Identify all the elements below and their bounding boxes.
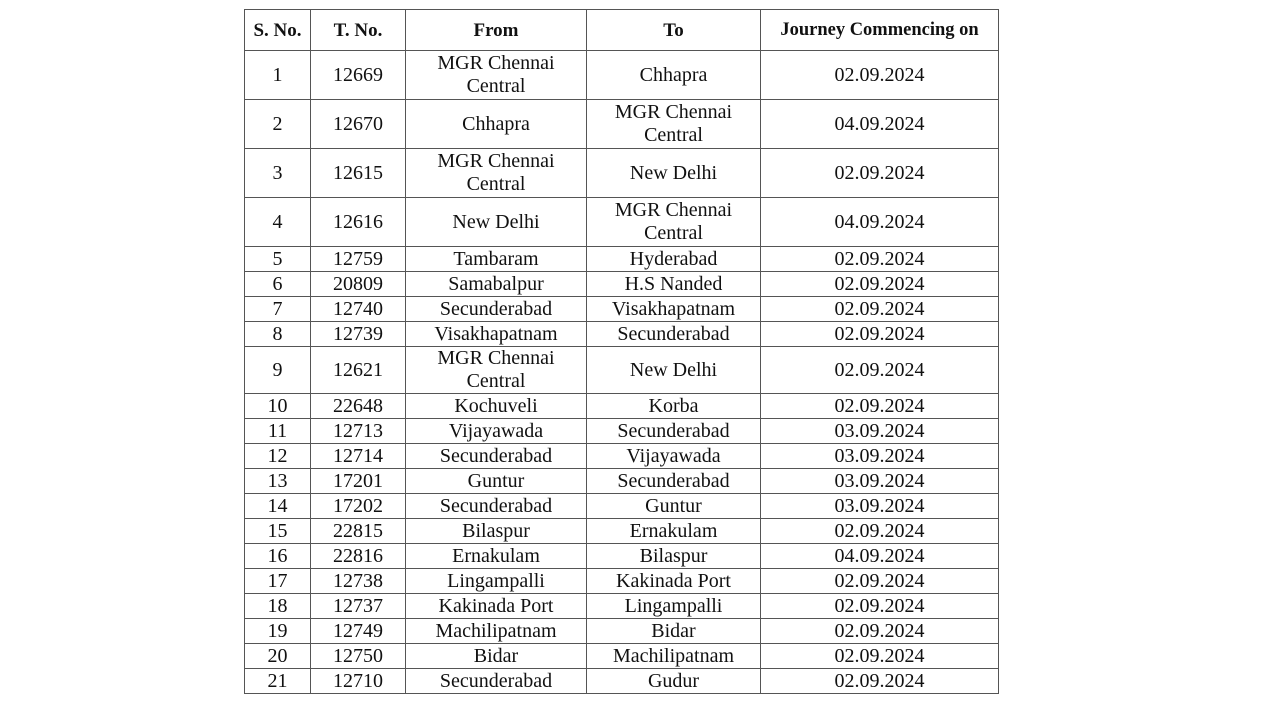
table-row bbox=[245, 51, 999, 100]
cell-to: Bilaspur bbox=[587, 544, 761, 569]
train-schedule-table-container bbox=[244, 9, 999, 694]
cell-train-number: 22815 bbox=[311, 519, 406, 544]
table-row bbox=[245, 444, 999, 469]
cell-train-number: 22816 bbox=[311, 544, 406, 569]
table-row bbox=[245, 494, 999, 519]
cell-train-number: 12749 bbox=[311, 619, 406, 644]
cell-from: Secunderabad bbox=[406, 669, 587, 694]
cell-from: Lingampalli bbox=[406, 569, 587, 594]
cell-from: MGR Chennai Central bbox=[406, 51, 587, 100]
cell-to: Kakinada Port bbox=[587, 569, 761, 594]
cell-train-number: 12739 bbox=[311, 322, 406, 347]
table-row bbox=[245, 544, 999, 569]
cell-journey-date: 02.09.2024 bbox=[761, 297, 999, 322]
cell-journey-date: 02.09.2024 bbox=[761, 519, 999, 544]
cell-train-number: 12713 bbox=[311, 419, 406, 444]
table-row bbox=[245, 394, 999, 419]
cell-journey-date: 02.09.2024 bbox=[761, 644, 999, 669]
cell-serial-number: 17 bbox=[245, 569, 311, 594]
cell-from: Tambaram bbox=[406, 247, 587, 272]
cell-from: Secunderabad bbox=[406, 444, 587, 469]
cell-train-number: 12714 bbox=[311, 444, 406, 469]
cell-to: Hyderabad bbox=[587, 247, 761, 272]
table-row bbox=[245, 594, 999, 619]
cell-from: MGR Chennai Central bbox=[406, 149, 587, 198]
table-header-row bbox=[245, 10, 999, 51]
cell-journey-date: 04.09.2024 bbox=[761, 544, 999, 569]
cell-train-number: 12740 bbox=[311, 297, 406, 322]
cell-serial-number: 5 bbox=[245, 247, 311, 272]
table-row bbox=[245, 644, 999, 669]
cell-to: Vijayawada bbox=[587, 444, 761, 469]
cell-serial-number: 3 bbox=[245, 149, 311, 198]
table-row bbox=[245, 519, 999, 544]
cell-journey-date: 02.09.2024 bbox=[761, 322, 999, 347]
cell-serial-number: 4 bbox=[245, 198, 311, 247]
cell-serial-number: 9 bbox=[245, 347, 311, 394]
cell-to: Lingampalli bbox=[587, 594, 761, 619]
cell-journey-date: 02.09.2024 bbox=[761, 51, 999, 100]
cell-from: Samabalpur bbox=[406, 272, 587, 297]
cell-to: H.S Nanded bbox=[587, 272, 761, 297]
cell-from: Bilaspur bbox=[406, 519, 587, 544]
table-row bbox=[245, 272, 999, 297]
cell-from: Kochuveli bbox=[406, 394, 587, 419]
cell-from: Bidar bbox=[406, 644, 587, 669]
cell-train-number: 12738 bbox=[311, 569, 406, 594]
cell-train-number: 12737 bbox=[311, 594, 406, 619]
cell-journey-date: 03.09.2024 bbox=[761, 469, 999, 494]
cell-journey-date: 02.09.2024 bbox=[761, 669, 999, 694]
table-row bbox=[245, 100, 999, 149]
train-schedule-table bbox=[244, 9, 999, 694]
cell-from: Chhapra bbox=[406, 100, 587, 149]
cell-to: New Delhi bbox=[587, 347, 761, 394]
cell-train-number: 22648 bbox=[311, 394, 406, 419]
table-row bbox=[245, 247, 999, 272]
cell-journey-date: 04.09.2024 bbox=[761, 100, 999, 149]
table-row bbox=[245, 619, 999, 644]
cell-journey-date: 03.09.2024 bbox=[761, 494, 999, 519]
cell-serial-number: 14 bbox=[245, 494, 311, 519]
cell-to: Visakhapatnam bbox=[587, 297, 761, 322]
cell-train-number: 12615 bbox=[311, 149, 406, 198]
table-row bbox=[245, 297, 999, 322]
header-journey-commencing-on: Journey Commencing on bbox=[761, 10, 999, 51]
cell-serial-number: 6 bbox=[245, 272, 311, 297]
cell-journey-date: 02.09.2024 bbox=[761, 272, 999, 297]
cell-train-number: 20809 bbox=[311, 272, 406, 297]
cell-serial-number: 12 bbox=[245, 444, 311, 469]
header-from: From bbox=[406, 10, 587, 51]
cell-serial-number: 21 bbox=[245, 669, 311, 694]
cell-from: Secunderabad bbox=[406, 297, 587, 322]
cell-journey-date: 02.09.2024 bbox=[761, 247, 999, 272]
table-row bbox=[245, 569, 999, 594]
cell-train-number: 12759 bbox=[311, 247, 406, 272]
cell-to: Machilipatnam bbox=[587, 644, 761, 669]
cell-from: Vijayawada bbox=[406, 419, 587, 444]
cell-to: Korba bbox=[587, 394, 761, 419]
cell-serial-number: 2 bbox=[245, 100, 311, 149]
cell-to: Secunderabad bbox=[587, 469, 761, 494]
cell-train-number: 12621 bbox=[311, 347, 406, 394]
cell-serial-number: 11 bbox=[245, 419, 311, 444]
cell-from: Ernakulam bbox=[406, 544, 587, 569]
cell-journey-date: 04.09.2024 bbox=[761, 198, 999, 247]
cell-journey-date: 02.09.2024 bbox=[761, 569, 999, 594]
cell-from: Visakhapatnam bbox=[406, 322, 587, 347]
cell-journey-date: 02.09.2024 bbox=[761, 149, 999, 198]
table-row bbox=[245, 198, 999, 247]
cell-from: Kakinada Port bbox=[406, 594, 587, 619]
table-row bbox=[245, 149, 999, 198]
cell-to: Guntur bbox=[587, 494, 761, 519]
cell-train-number: 12670 bbox=[311, 100, 406, 149]
cell-journey-date: 02.09.2024 bbox=[761, 347, 999, 394]
cell-to: Bidar bbox=[587, 619, 761, 644]
cell-from: Secunderabad bbox=[406, 494, 587, 519]
table-row bbox=[245, 347, 999, 394]
cell-journey-date: 03.09.2024 bbox=[761, 444, 999, 469]
cell-serial-number: 8 bbox=[245, 322, 311, 347]
cell-journey-date: 03.09.2024 bbox=[761, 419, 999, 444]
cell-serial-number: 16 bbox=[245, 544, 311, 569]
cell-train-number: 12750 bbox=[311, 644, 406, 669]
cell-to: Secunderabad bbox=[587, 419, 761, 444]
header-train-number: T. No. bbox=[311, 10, 406, 51]
cell-from: Guntur bbox=[406, 469, 587, 494]
cell-serial-number: 18 bbox=[245, 594, 311, 619]
cell-train-number: 17202 bbox=[311, 494, 406, 519]
cell-train-number: 12669 bbox=[311, 51, 406, 100]
cell-serial-number: 10 bbox=[245, 394, 311, 419]
cell-journey-date: 02.09.2024 bbox=[761, 394, 999, 419]
cell-journey-date: 02.09.2024 bbox=[761, 619, 999, 644]
cell-from: New Delhi bbox=[406, 198, 587, 247]
cell-to: Secunderabad bbox=[587, 322, 761, 347]
cell-serial-number: 7 bbox=[245, 297, 311, 322]
cell-train-number: 17201 bbox=[311, 469, 406, 494]
cell-journey-date: 02.09.2024 bbox=[761, 594, 999, 619]
table-row bbox=[245, 322, 999, 347]
cell-to: MGR Chennai Central bbox=[587, 198, 761, 247]
cell-serial-number: 20 bbox=[245, 644, 311, 669]
cell-serial-number: 15 bbox=[245, 519, 311, 544]
table-row bbox=[245, 669, 999, 694]
cell-to: Ernakulam bbox=[587, 519, 761, 544]
cell-from: MGR Chennai Central bbox=[406, 347, 587, 394]
cell-serial-number: 13 bbox=[245, 469, 311, 494]
cell-train-number: 12710 bbox=[311, 669, 406, 694]
cell-serial-number: 19 bbox=[245, 619, 311, 644]
header-to: To bbox=[587, 10, 761, 51]
cell-to: MGR Chennai Central bbox=[587, 100, 761, 149]
cell-from: Machilipatnam bbox=[406, 619, 587, 644]
cell-to: Chhapra bbox=[587, 51, 761, 100]
cell-train-number: 12616 bbox=[311, 198, 406, 247]
table-row bbox=[245, 469, 999, 494]
header-serial-number: S. No. bbox=[245, 10, 311, 51]
table-row bbox=[245, 419, 999, 444]
cell-to: New Delhi bbox=[587, 149, 761, 198]
cell-to: Gudur bbox=[587, 669, 761, 694]
cell-serial-number: 1 bbox=[245, 51, 311, 100]
